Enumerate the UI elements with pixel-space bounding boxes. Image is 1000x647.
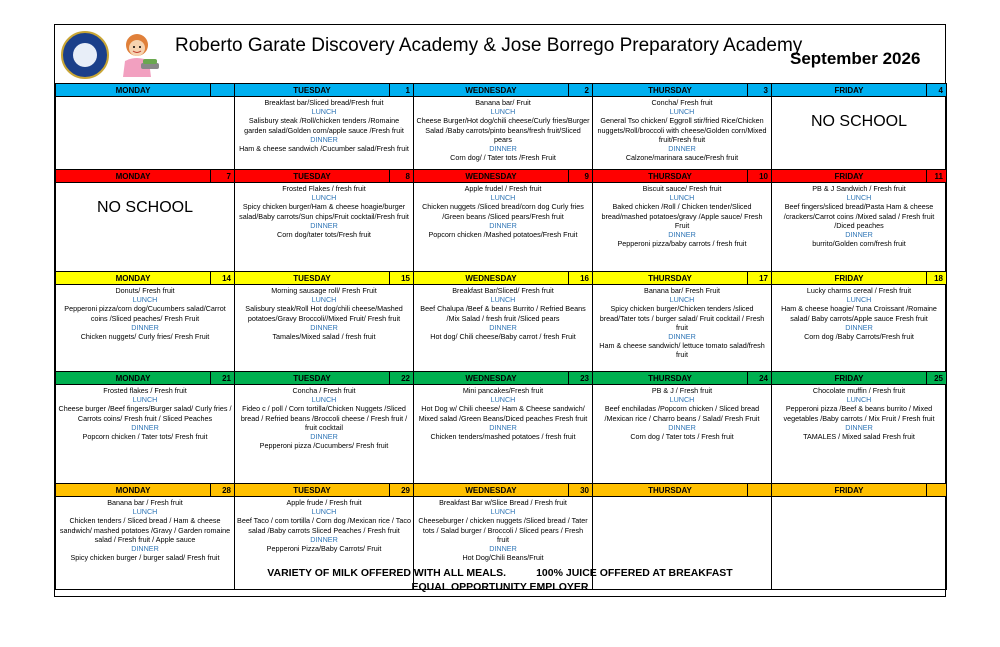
lunch-items: Cheese Burger/Hot dog/chili cheese/Curly fries/Burger Salad /Baby carrots/pinto beans/fresh fruit/Sliced pears (416, 116, 590, 144)
dinner-items: Corn dog/tater tots/Fresh fruit (277, 230, 371, 240)
day-number: 2 (569, 84, 593, 97)
lunch-label: LUNCH (846, 395, 872, 405)
lunch-items: Pepperoni pizza/corn dog/Cucumbers salad/Carrot coins /Sliced peaches/ Fresh Fruit (64, 304, 226, 323)
day-number (927, 484, 947, 497)
dinner-items: Popcorn chicken /Mashed potatoes/Fresh Fruit (428, 230, 578, 240)
day-name-friday: FRIDAY (772, 170, 927, 183)
breakfast-items: Apple frudel / Fresh fruit (464, 184, 542, 193)
dinner-items: Ham & cheese sandwich/ lettuce tomato salad/fresh fruit (599, 341, 765, 360)
dinner-label: DINNER (131, 422, 159, 432)
day-name-monday: MONDAY (56, 372, 211, 385)
dinner-label: DINNER (131, 544, 159, 554)
no-school-label: NO SCHOOL (96, 199, 193, 216)
day-number: 22 (390, 372, 414, 385)
day-menu-cell (56, 385, 235, 484)
day-menu-cell (593, 183, 772, 272)
day-menu-cell (235, 183, 414, 272)
day-number (748, 484, 772, 497)
day-menu-cell (56, 97, 235, 170)
day-number: 30 (569, 484, 593, 497)
dinner-items: Corn dog /Baby Carrots/Fresh fruit (804, 332, 914, 342)
lunch-items: Cheese burger /Beef fingers/Burger salad/ Curly fries / Carrots coins/ Fresh fruit / Sliced Peaches (58, 404, 232, 423)
dinner-label: DINNER (489, 322, 517, 332)
lunch-label: LUNCH (669, 193, 695, 203)
lunch-label: LUNCH (132, 395, 158, 405)
lunch-label: LUNCH (846, 295, 872, 305)
dinner-items: Hot Dog/Chili Beans/Fruit (462, 553, 544, 563)
lunch-label: LUNCH (669, 295, 695, 305)
dinner-label: DINNER (310, 220, 338, 230)
breakfast-items: Lucky charms cereal / Fresh fruit (806, 286, 912, 295)
day-number: 1 (390, 84, 414, 97)
day-name-friday: FRIDAY (772, 272, 927, 285)
day-name-friday: FRIDAY (772, 372, 927, 385)
day-number: 4 (927, 84, 947, 97)
dinner-label: DINNER (845, 230, 873, 240)
day-name-monday: MONDAY (56, 484, 211, 497)
week-menu-row (56, 97, 947, 170)
dinner-label: DINNER (310, 322, 338, 332)
breakfast-items: Breakfast Bar/Sliced/ Fresh fruit (452, 286, 554, 295)
day-name-wednesday: WEDNESDAY (414, 170, 569, 183)
breakfast-items: Banana bar/ Fresh Fruit (644, 286, 720, 295)
day-name-wednesday: WEDNESDAY (414, 484, 569, 497)
day-menu-cell (593, 285, 772, 372)
dinner-label: DINNER (310, 134, 338, 144)
week-menu-row (56, 183, 947, 272)
lunch-label: LUNCH (311, 295, 337, 305)
dinner-items: Popcorn chicken / Tater tots/ Fresh fruit (82, 432, 208, 442)
day-name-friday: FRIDAY (772, 484, 927, 497)
lunch-items: Salisbury steak/Roll Hot dog/chili cheese/Mashed potatoes/Gravy Broccoli//Mixed Fruit/ Fresh fruit (245, 304, 403, 323)
day-name-wednesday: WEDNESDAY (414, 372, 569, 385)
day-menu-cell (772, 385, 947, 484)
dinner-label: DINNER (310, 534, 338, 544)
lunch-label: LUNCH (490, 395, 516, 405)
lunch-items: Pepperoni pizza /Beef & beans burrito / Mixed vegetables /Baby carrots / Mix Fruit / Fresh fruit (783, 404, 935, 423)
dinner-label: DINNER (845, 422, 873, 432)
lunch-label: LUNCH (490, 295, 516, 305)
breakfast-items: Banana bar/ Fruit (475, 98, 531, 107)
month-label: September 2026 (790, 49, 921, 68)
day-name-tuesday: TUESDAY (235, 484, 390, 497)
lunch-items: Beef fingers/sliced bread/Pasta Ham & cheese /crackers/Carrot coins /Mixed salad / Fresh fruit /Diced peaches (783, 202, 935, 230)
lunch-label: LUNCH (132, 507, 158, 517)
day-number: 28 (211, 484, 235, 497)
dinner-items: Hot dog/ Chili cheese/Baby carrot / fresh Fruit (430, 332, 576, 342)
day-number: 18 (927, 272, 947, 285)
dinner-label: DINNER (668, 230, 696, 240)
day-name-wednesday: WEDNESDAY (414, 272, 569, 285)
day-number: 15 (390, 272, 414, 285)
day-number: 21 (211, 372, 235, 385)
day-name-tuesday: TUESDAY (235, 372, 390, 385)
lunch-label: LUNCH (669, 395, 695, 405)
lunch-label: LUNCH (311, 395, 337, 405)
dinner-items: Corn dog / Tater tots / Fresh fruit (630, 432, 734, 442)
menu-calendar (55, 83, 947, 590)
dinner-items: Pepperoni Pizza/Baby Carrots/ Fruit (266, 544, 382, 554)
breakfast-items: Frosted flakes / Fresh fruit (103, 386, 187, 395)
day-number: 14 (211, 272, 235, 285)
day-number: 25 (927, 372, 947, 385)
juice-note: 100% JUICE OFFERED AT BREAKFAST (536, 567, 733, 579)
day-menu-cell (593, 385, 772, 484)
day-menu-cell (56, 183, 235, 272)
footer-notes (55, 566, 945, 594)
lunch-items: Cheeseburger / chicken nuggets /Sliced bread / Tater tots / Salad burger / Broccoli / Sliced pears / Fresh fruit (418, 516, 588, 544)
lunch-label: LUNCH (669, 107, 695, 117)
lunch-items: Baked chicken /Roll / Chicken tender/Sliced bread/mashed potatoes/gravy /Apple sauce/ Fresh Fruit (601, 202, 763, 230)
week-header-row (56, 170, 947, 183)
lunch-items: Beef enchiladas /Popcorn chicken / Sliced bread /Mexican rice / Charro beans / Salad/ Fresh Fruit (604, 404, 760, 423)
week-header-row (56, 372, 947, 385)
day-number: 8 (390, 170, 414, 183)
week-header-row (56, 84, 947, 97)
day-name-monday: MONDAY (56, 84, 211, 97)
week-menu-row (56, 285, 947, 372)
lunch-items: Fideo c / poll / Corn tortilla/Chicken Nuggets /Sliced bread / Refried beans /Broccoli cheese / Fresh fruit / fruit cocktail (240, 404, 408, 432)
day-name-wednesday: WEDNESDAY (414, 84, 569, 97)
day-menu-cell (235, 385, 414, 484)
lunch-items: Chicken tenders / Sliced bread / Ham & cheese sandwich/ mashed potatoes /Gravy / Garden romaine salad / Fresh fruit / Apple sauce (59, 516, 231, 544)
day-number: 11 (927, 170, 947, 183)
dinner-label: DINNER (668, 332, 696, 342)
day-name-monday: MONDAY (56, 170, 211, 183)
dinner-items: Corn dog/ / Tater tots /Fresh Fruit (450, 153, 556, 163)
breakfast-items: Breakfast bar/Sliced bread/Fresh fruit (264, 98, 384, 107)
day-number: 29 (390, 484, 414, 497)
dinner-label: DINNER (489, 144, 517, 154)
day-number: 16 (569, 272, 593, 285)
day-menu-cell (772, 285, 947, 372)
dinner-label: DINNER (668, 422, 696, 432)
lunch-items: Beef Chalupa /Beef & beans Burrito / Refried Beans /Mix Salad / fresh fruit /Sliced pears (420, 304, 586, 323)
day-menu-cell (414, 183, 593, 272)
breakfast-items: Banana bar / Fresh fruit (107, 498, 183, 507)
lunch-label: LUNCH (490, 107, 516, 117)
breakfast-items: PB & J / Fresh fruit (651, 386, 713, 395)
lunch-items: Spicy chicken burger/Ham & cheese hoagie/burger salad/Baby carrots/Sun chips/Fruit cocktail/Fresh fruit (239, 202, 409, 221)
dinner-label: DINNER (489, 544, 517, 554)
no-school-label: NO SCHOOL (810, 113, 907, 130)
dinner-label: DINNER (668, 144, 696, 154)
day-name-tuesday: TUESDAY (235, 84, 390, 97)
day-menu-cell (235, 285, 414, 372)
day-menu-cell (414, 385, 593, 484)
breakfast-items: Morning sausage roll/ Fresh Fruit (271, 286, 377, 295)
chef-cartoon-icon (117, 31, 161, 79)
day-number: 10 (748, 170, 772, 183)
lunch-label: LUNCH (311, 507, 337, 517)
lunch-items: Salisbury steak /Roll/chicken tenders /Romaine garden salad/Golden corn/apple sauce /Fresh fruit (244, 116, 404, 135)
dinner-items: Spicy chicken burger / burger salad/ Fresh fruit (70, 553, 220, 563)
lunch-label: LUNCH (311, 107, 337, 117)
lunch-items: Chicken nuggets /Sliced bread/corn dog Curly fries /Green beans /Sliced pears/Fresh fruit (422, 202, 584, 221)
page-title: Roberto Garate Discovery Academy & Jose Borrego Preparatory Academy (175, 35, 803, 56)
header (55, 25, 945, 83)
lunch-items: Beef Taco / corn tortilla / Corn dog /Mexican rice / Taco salad /Baby carrots Sliced Peaches / Fresh fruit (237, 516, 411, 535)
dinner-label: DINNER (845, 322, 873, 332)
dinner-items: Calzone/marinara sauce/Fresh fruit (625, 153, 739, 163)
day-number: 9 (569, 170, 593, 183)
breakfast-items: Concha/ Fresh fruit (651, 98, 713, 107)
dinner-label: DINNER (489, 220, 517, 230)
week-header-row (56, 484, 947, 497)
employer-note: EQUAL OPPORTUNITY EMPLOYER (411, 581, 589, 593)
lunch-items: Ham & cheese hoagie/ Tuna Croissant /Romaine salad/ Baby carrots/Apple sauce Fresh fruit (781, 304, 937, 323)
day-number: 17 (748, 272, 772, 285)
lunch-label: LUNCH (132, 295, 158, 305)
lunch-label: LUNCH (846, 193, 872, 203)
day-name-thursday: THURSDAY (593, 170, 748, 183)
day-name-tuesday: TUESDAY (235, 170, 390, 183)
breakfast-items: Breakfast Bar w/Slice Bread / Fresh fruit (439, 498, 567, 507)
week-menu-row (56, 385, 947, 484)
dinner-items: burrito/Golden corn/fresh fruit (812, 239, 906, 249)
day-menu-cell (56, 285, 235, 372)
dinner-label: DINNER (489, 422, 517, 432)
day-name-thursday: THURSDAY (593, 484, 748, 497)
day-name-monday: MONDAY (56, 272, 211, 285)
day-number: 7 (211, 170, 235, 183)
dinner-label: DINNER (131, 322, 159, 332)
dinner-items: Tamales/Mixed salad / fresh fruit (272, 332, 376, 342)
lunch-label: LUNCH (490, 193, 516, 203)
lunch-label: LUNCH (490, 507, 516, 517)
dinner-items: Pepperoni pizza /Cucumbers/ Fresh fruit (259, 441, 389, 451)
lunch-label: LUNCH (311, 193, 337, 203)
lunch-items: Spicy chicken burger/Chicken tenders /sliced bread/Tater tots / burger salad/ Fruit cocktail / Fresh fruit (599, 304, 765, 332)
day-number (211, 84, 235, 97)
day-menu-cell (414, 97, 593, 170)
breakfast-items: Apple frude / Fresh fruit (286, 498, 362, 507)
breakfast-items: Donuts/ Fresh fruit (115, 286, 175, 295)
day-name-tuesday: TUESDAY (235, 272, 390, 285)
day-name-friday: FRIDAY (772, 84, 927, 97)
day-menu-cell (772, 183, 947, 272)
dinner-items: Chicken nuggets/ Curly fries/ Fresh Fruit (80, 332, 210, 342)
breakfast-items: Frosted Flakes / fresh fruit (282, 184, 366, 193)
day-number: 24 (748, 372, 772, 385)
breakfast-items: Mini pancakes/Fresh fruit (462, 386, 544, 395)
dinner-label: DINNER (310, 432, 338, 442)
breakfast-items: PB & J Sandwich / Fresh fruit (812, 184, 906, 193)
breakfast-items: Concha / Fresh fruit (292, 386, 356, 395)
week-header-row (56, 272, 947, 285)
day-number: 3 (748, 84, 772, 97)
day-name-thursday: THURSDAY (593, 272, 748, 285)
lunch-items: General Tso chicken/ Eggroll stir/fried Rice/Chicken nuggets/Roll/broccoli with cheese/Golden corn/Mixed fruit/Fresh fruit (597, 116, 767, 144)
breakfast-items: Chocolate muffin / Fresh fruit (812, 386, 906, 395)
day-menu-cell (593, 97, 772, 170)
milk-note: VARIETY OF MILK OFFERED WITH ALL MEALS. (267, 567, 507, 579)
day-name-thursday: THURSDAY (593, 84, 748, 97)
menu-sheet (54, 24, 946, 597)
breakfast-items: Biscuit sauce/ Fresh fruit (642, 184, 722, 193)
dinner-items: Ham & cheese sandwich /Cucumber salad/Fresh fruit (239, 144, 409, 154)
dinner-items: Chicken tenders/mashed potatoes / fresh fruit (430, 432, 576, 442)
day-menu-cell (235, 97, 414, 170)
day-menu-cell (414, 285, 593, 372)
dinner-items: Pepperoni pizza/baby carrots / fresh fruit (617, 239, 747, 249)
lunch-items: Hot Dog w/ Chili cheese/ Ham & Cheese sandwich/ Mixed salad /Green Beans/Diced peaches Fresh fruit (418, 404, 588, 423)
school-seal-logo (61, 31, 109, 79)
day-menu-cell (772, 97, 947, 170)
day-number: 23 (569, 372, 593, 385)
dinner-items: TAMALES / Mixed salad Fresh fruit (803, 432, 915, 442)
day-name-thursday: THURSDAY (593, 372, 748, 385)
